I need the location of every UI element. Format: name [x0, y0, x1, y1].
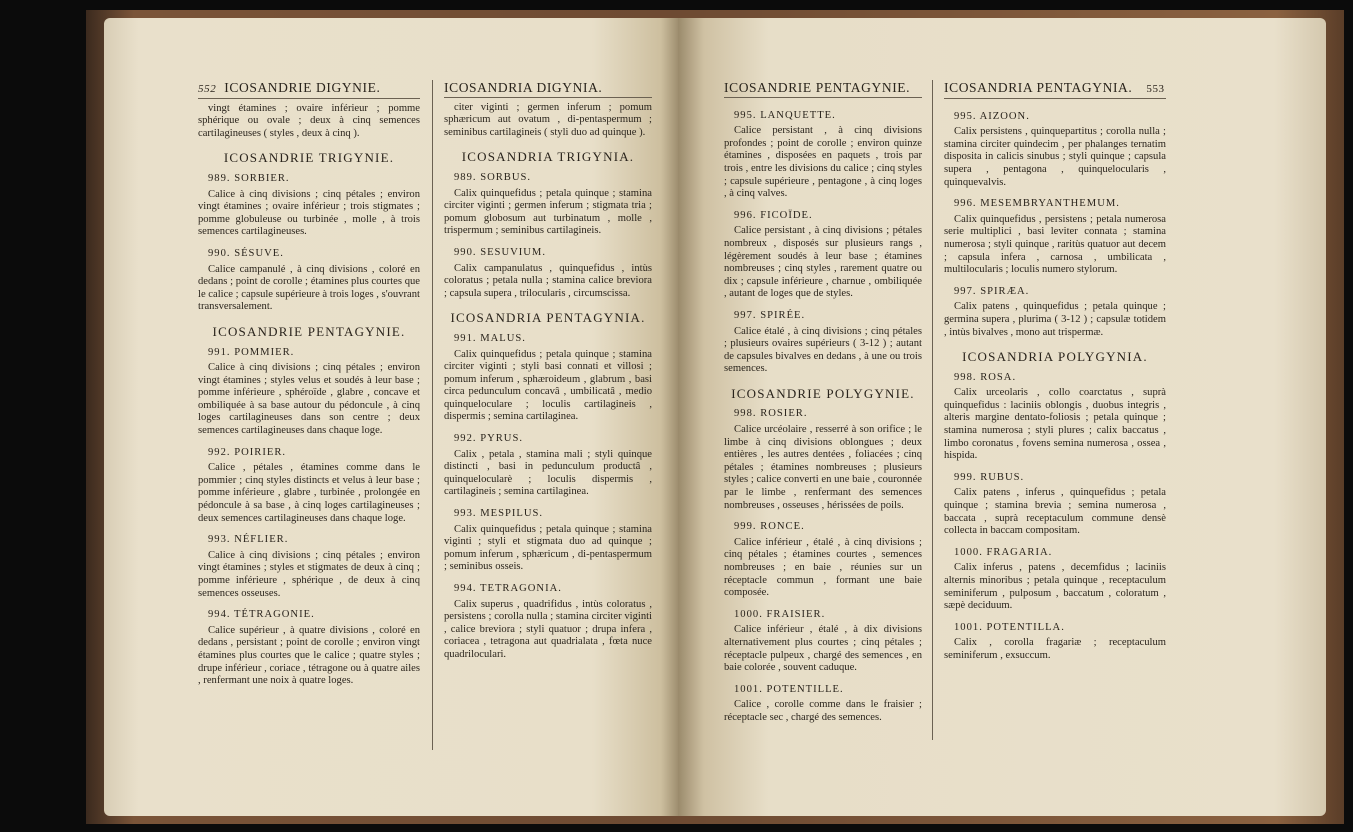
column-rule: [932, 80, 933, 740]
genus-entry: [944, 198, 1166, 277]
section: [944, 103, 1166, 663]
right-page: [678, 18, 1326, 816]
genus-description: Calice campanulé , à cinq divisions , coloré en dedans ; point de corolle ; étamines plus courtes que le calice ; capsule supérieure à trois loges , s'ouvrant transversalement.: [198, 263, 420, 313]
genus-title: 989. SORBIER.: [208, 172, 290, 184]
genus-title: 991. MALUS.: [454, 332, 526, 344]
genus-entry: [444, 433, 652, 499]
genus-entry: [944, 286, 1166, 339]
genus-title: 993. NÉFLIER.: [208, 534, 289, 546]
genus-entry: [724, 210, 922, 301]
genus-description: Calice étalé , à cinq divisions ; cinq pétales ; plusieurs ovaires supérieurs ( 3-12 ) ; autant de capsules bivalves en dedans , à une ou trois semences.: [724, 325, 922, 375]
genus-title: 1000. FRAISIER.: [734, 608, 826, 620]
genus-description: Calix quinquefidus ; petala quinque ; stamina circiter viginti ; germen inferum ; stigmata tria ; pomum globosum aut turbinatum , molle , trispermum ; seminibus cartilagineis.: [444, 187, 652, 237]
right-page-latin-column: [944, 82, 1166, 672]
genus-title: 993. MESPILUS.: [454, 508, 544, 520]
genus-entry: [198, 609, 420, 688]
head-rule: [198, 98, 420, 99]
column-rule: [432, 80, 433, 750]
genus-title: 990. SESUVIUM.: [454, 246, 546, 258]
genus-title: 1000. FRAGARIA.: [954, 546, 1053, 558]
genus-description: Calice persistant , à cinq divisions profondes ; point de corolle ; environ quinze étamines , disposées en paquets , trois par trois , entre les divisions du calice ; cinq styles ; capsule supérieure , pentagone , à cinq loges , à cinq valves.: [724, 125, 922, 200]
genus-description: Calice à cinq divisions ; cinq pétales ; environ vingt étamines ; styles velus et soudés à leur base ; pomme inférieure , sphéroïde , glabre , concave et ombiliquée à sa base autour du pédoncule , à cinq loges cartilagineuses dans son centre ; deux semences cartilagineuses dans chaque loge.: [198, 362, 420, 437]
genus-entry: [444, 508, 652, 574]
genus-description: Calix urceolaris , collo coarctatus , suprà quinquefidus : laciniis oblongis , duobus integris , alteris margine dentato-foliosis ; petala quinque ; stamina numerosa ; styli plures ; calix baccatus , limbo coronatus , fovens semina numerosa , ossea , hispida.: [944, 387, 1166, 462]
genus-title: 996. MESEMBRYANTHEMUM.: [954, 198, 1120, 210]
genus-title: 1001. POTENTILLA.: [954, 621, 1065, 633]
head-rule: [444, 97, 652, 98]
running-head: ICOSANDRIA DIGYNIA.: [444, 80, 603, 95]
genus-description: Calix quinquefidus ; petala quinque ; stamina circiter viginti ; styli basi connati et villosi ; pomum inferum , sphæroideum , glabrum , basi circa pedunculum concavâ , umbilicatâ , medio quinqueloculare ; loculis cartilagineis , dispermis ; semina cartilaginea.: [444, 348, 652, 423]
genus-entry: [198, 347, 420, 438]
genus-title: 1001. POTENTILLE.: [734, 683, 844, 695]
genus-description: Calice inférieur , étalé , à dix divisions alternativement plus courtes ; cinq pétales ; réceptacle pulpeux , chargé des semences , en baie colorée , souvent caduque.: [724, 624, 922, 674]
continued-text: citer viginti ; germen inferum ; pomum sphæricum aut ovatum , di-pentaspermum ; seminibus cartilagineis ( styli duo ad quinque ).: [444, 101, 652, 138]
genus-title: 991. POMMIER.: [208, 346, 295, 358]
genus-title: 998. ROSA.: [954, 371, 1017, 383]
genus-description: Calix inferus , patens , decemfidus ; laciniis alternis minoribus ; petala quinque , receptaculum seminiferum , pulposum , baccatum , coloratum , sæpè deciduum.: [944, 562, 1166, 612]
left-page-french-column: [198, 82, 420, 697]
genus-description: Calice urcéolaire , resserré à son orifice ; le limbe à cinq divisions oblongues ; deux entières , les autres dentées , foliacées ; cinq pétales ; étamines nombreuses ; plusieurs styles ; calice converti en une baie , couronnée par le limbe , renfermant des semences nombreuses , osseuses , hérissées de poils.: [724, 424, 922, 511]
running-head: 552 ICOSANDRIE DIGYNIE.: [198, 80, 381, 95]
genus-description: Calix persistens , quinquepartitus ; corolla nulla ; stamina circiter quindecim , per phalanges ternatim disposita in calicis sinubus ; styli quinque ; capsula supera , pentagona , quinquelocularis , quinquevalvis.: [944, 126, 1166, 188]
section: [724, 102, 922, 725]
genus-description: Calix campanulatus , quinquefidus , intùs coloratus ; petala nulla ; stamina calice breviora ; capsula supera , trilocularis , circumscissa.: [444, 262, 652, 299]
genus-entry: [944, 472, 1166, 538]
genus-entry: [724, 609, 922, 675]
genus-entry: [444, 247, 652, 300]
genus-entry: [444, 333, 652, 424]
genus-title: 989. SORBUS.: [454, 171, 532, 183]
genus-entry: [944, 547, 1166, 613]
genus-title: 994. TETRAGONIA.: [454, 583, 562, 594]
genus-entry: [198, 447, 420, 526]
genus-description: Calix patens , quinquefidus ; petala quinque ; germina supera , plurima ( 3-12 ) ; capsulæ totidem , intùs bivalves , mono aut trispermæ.: [944, 301, 1166, 338]
genus-title: 994. TÉTRAGONIE.: [208, 609, 315, 621]
genus-title: 998. ROSIER.: [734, 408, 808, 420]
left-page-latin-column: [444, 82, 652, 671]
genus-entry: [444, 583, 652, 662]
genus-description: Calix quinquefidus , persistens ; petala numerosa serie multiplici , basi leviter connata ; stamina numerosa ; styli quinque , raritùs quatuor aut decem ; capsula infera , carnosa , umbilicata , multilocularis ; loculis numero stylorum.: [944, 213, 1166, 276]
genus-description: Calice persistant , à cinq divisions ; pétales nombreux , disposés sur plusieurs rangs , légèrement soudés à leur base ; étamines nombreuses ; cinq styles , rarement quatre ou dix ; capsule inférieure , charnue , ombiliquée , autant de loges que de styles.: [724, 225, 922, 300]
genus-entry: [944, 622, 1166, 663]
genus-entry: [724, 521, 922, 600]
left-page: [104, 18, 678, 816]
genus-description: Calix , petala , stamina mali ; styli quinque distincti , basi in pedunculum productâ , quinquelocularè ; loculis dispermis , cartilagineis ; semina cartilaginea.: [444, 448, 652, 498]
genus-description: Calice à cinq divisions ; cinq pétales ; environ vingt étamines ; styles et stigmates de deux à cinq ; pomme inférieure , sphérique , de deux à cinq semences osseuses.: [198, 549, 420, 599]
genus-title: 996. FICOÏDE.: [734, 209, 813, 221]
genus-entry: [944, 372, 1166, 463]
genus-description: Calice , corolle comme dans le fraisier ; réceptacle sec , chargé des semences.: [724, 699, 922, 723]
genus-description: Calix superus , quadrifidus , intùs coloratus , persistens ; corolla nulla ; stamina circiter viginti , calice breviora ; styli quatuor ; drupa infera , coriacea , tetragona aut quadrialata , fœta nuce quadriloculari.: [444, 598, 652, 660]
section-heading: ICOSANDRIA POLYGYNIA.: [962, 349, 1148, 365]
genus-title: 995. LANQUETTE.: [734, 109, 836, 121]
genus-entry: [724, 408, 922, 512]
right-page-french-column: [724, 82, 922, 734]
running-head: ICOSANDRIA PENTAGYNIA. 553: [944, 80, 1165, 95]
genus-description: Calice supérieur , à quatre divisions , coloré en dedans , persistant ; point de corolle ; environ vingt étamines plus courtes que le calice ; quatre styles ; drupe inférieur , coriace , tétragone ou à quatre ailes , renfermant une noix à quatre loges.: [198, 624, 420, 687]
genus-entry: [198, 534, 420, 600]
section-heading: ICOSANDRIA PENTAGYNIA.: [450, 310, 646, 326]
genus-entry: [444, 172, 652, 238]
section-heading: ICOSANDRIA TRIGYNIA.: [461, 149, 635, 165]
genus-entry: [724, 310, 922, 376]
genus-entry: [944, 111, 1166, 190]
genus-entry: [198, 248, 420, 314]
head-rule: [944, 98, 1166, 99]
genus-title: 999. RUBUS.: [954, 471, 1025, 483]
section-heading: ICOSANDRIE PENTAGYNIE.: [212, 323, 406, 339]
page-number: 552: [198, 83, 217, 95]
genus-title: 992. PYRUS.: [454, 433, 523, 445]
genus-title: 995. AIZOON.: [954, 110, 1030, 122]
genus-description: Calix , corolla fragariæ ; receptaculum seminiferum , exsuccum.: [944, 637, 1166, 661]
page-number: 553: [1146, 83, 1165, 95]
genus-entry: [724, 684, 922, 725]
section-heading: ICOSANDRIE TRIGYNIE.: [223, 150, 395, 166]
genus-title: 992. POIRIER.: [208, 446, 287, 458]
genus-description: Calix quinquefidus ; petala quinque ; stamina viginti ; styli et stigmata duo ad quinque ; pomum inferum , sphæricum , di-pentaspermum ; seminibus osseis.: [444, 523, 652, 573]
genus-title: 997. SPIRÉE.: [734, 309, 806, 321]
genus-description: Calice inférieur , étalé , à cinq divisions ; cinq pétales ; étamines courtes , semences nombreuses ; en baie , réunies sur un réceptacle commun , formant une baie composée.: [724, 536, 922, 599]
genus-entry: [724, 110, 922, 201]
genus-description: Calix patens , inferus , quinquefidus ; petala quinque ; stamina brevia ; semina numerosa , baccata , suprà receptaculum commune densè collecta in baccam compositam.: [944, 487, 1166, 537]
continued-text: vingt étamines ; ovaire inférieur ; pomme sphérique ou ovale ; deux à cinq semences cartilagineuses ( styles , deux à cinq ).: [198, 102, 420, 139]
genus-title: 997. SPIRÆA.: [954, 285, 1030, 297]
genus-description: Calice à cinq divisions ; cinq pétales ; environ vingt étamines ; ovaire inférieur ; trois stigmates ; pomme globuleuse ou turbinée , molle , à trois semences cartilagineuses.: [198, 188, 420, 238]
section: [444, 151, 652, 661]
section-heading: ICOSANDRIE POLYGYNIE.: [731, 385, 915, 401]
running-head: ICOSANDRIE PENTAGYNIE.: [724, 80, 911, 95]
genus-description: Calice , pétales , étamines comme dans le pommier ; cinq styles distincts et velus à leur base ; pomme inférieure , glabre , turbinée , prolongée en pédoncule à sa base , à cinq loges cartilagineuses ; deux semences cartilagineuses dans chaque loge.: [198, 462, 420, 524]
genus-title: 999. RONCE.: [734, 521, 805, 533]
genus-entry: [198, 173, 420, 239]
genus-title: 990. SÉSUVE.: [208, 247, 284, 259]
section: [198, 152, 420, 687]
head-rule: [724, 97, 922, 98]
